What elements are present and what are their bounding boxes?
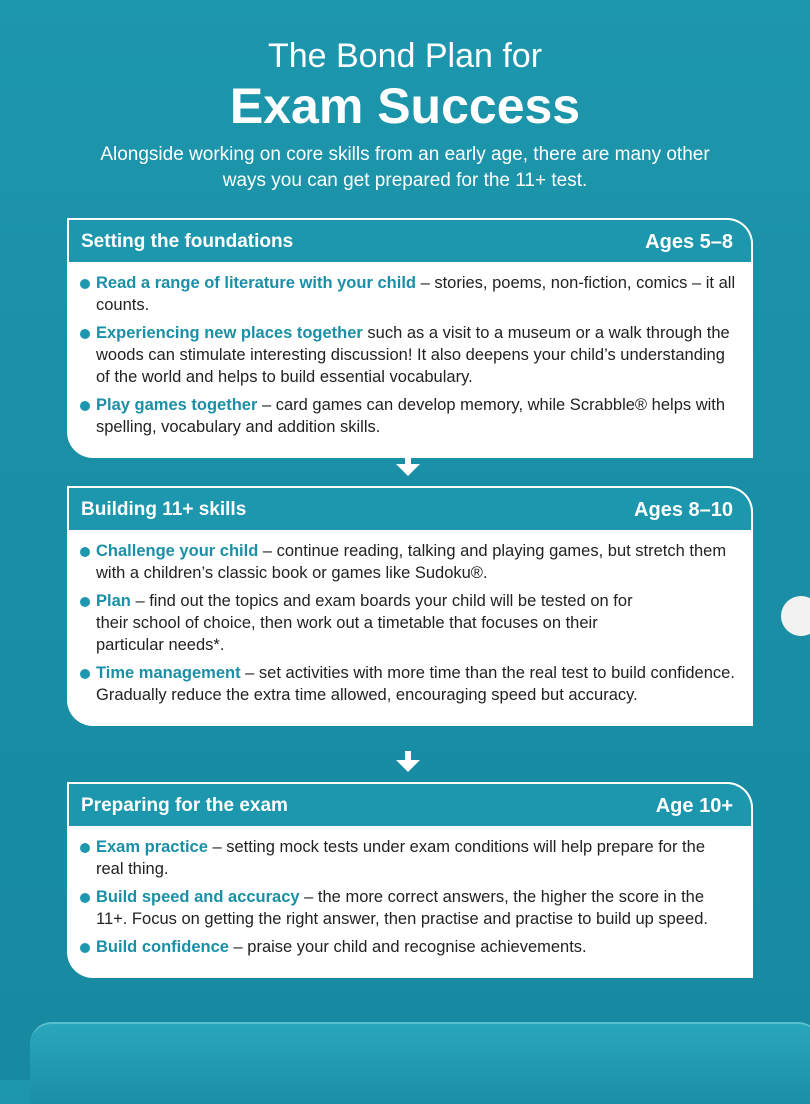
item-text: – find out the topics and exam boards your child will be tested on for their school of choice, then work out a timetable that focuses on their particular needs*. [96,592,633,654]
item-text: – continue reading, talking and playing games, but stretch them with a children’s classic book or games like Sudoku®. [96,542,727,582]
item-text: – praise your child and recognise achievements. [228,938,587,956]
list-item [79,590,737,656]
list-item [79,662,737,706]
title-line-2: Exam Success [229,78,581,134]
bullet-dot-icon [80,669,90,679]
list-item [79,322,737,388]
item-lead: Build confidence [96,938,229,956]
arrow-down-icon [395,455,421,477]
bullet-dot-icon [80,843,90,853]
item-text: – set activities with more time than the real test to build confidence. Gradually reduce the extra time allowed, encouraging speed but accuracy. [96,664,735,704]
section-body [67,530,753,726]
section-card-exam [67,782,753,978]
item-text: – the more correct answers, the higher the score in the 11+. Focus on getting the right answer, then practise and practise to build up speed. [96,888,708,928]
section-body [67,262,753,458]
list-item [79,540,737,584]
intro-text: Alongside working on core skills from an early age, there are many other ways you can get prepared for the 11+ test. [100,144,710,191]
bullet-dot-icon [80,597,90,607]
item-lead: Exam practice [96,838,208,856]
section-header [67,486,753,530]
item-lead: Challenge your child [96,542,259,560]
item-text: – setting mock tests under exam conditions will help prepare for the real thing. [96,838,705,878]
section-header [67,782,753,826]
section-age: Age 10+ [655,795,733,817]
list-item [79,936,737,958]
item-text: such as a visit to a museum or a walk through the woods can stimulate interesting discussion! It also deepens your child’s understanding of the world and helps to build essential vocabulary. [96,324,730,386]
item-text: – stories, poems, non-fiction, comics – it all counts. [96,274,736,314]
item-lead: Time management [96,664,241,682]
binder-hole [781,596,810,636]
item-lead: Plan [96,592,131,610]
section-title: Preparing for the exam [81,795,288,816]
section-card-skills [67,486,753,726]
bullet-dot-icon [80,279,90,289]
section-age: Ages 8–10 [634,499,733,521]
bullet-dot-icon [80,329,90,339]
section-age: Ages 5–8 [645,231,733,253]
bullet-dot-icon [80,943,90,953]
section-body [67,826,753,978]
list-item [79,886,737,930]
item-lead: Play games together [96,396,258,414]
bullet-dot-icon [80,547,90,557]
item-text: – card games can develop memory, while Scrabble® helps with spelling, vocabulary and addition skills. [96,396,726,436]
item-lead: Experiencing new places together [96,324,363,342]
section-header [67,218,753,262]
list-item [79,394,737,438]
bullet-dot-icon [80,893,90,903]
arrow-down-icon [395,751,421,773]
item-lead: Read a range of literature with your child [96,274,416,292]
section-title: Setting the foundations [81,231,294,252]
section-title: Building 11+ skills [81,499,247,520]
list-item [79,836,737,880]
folder-tab [30,1022,810,1104]
item-lead: Build speed and accuracy [96,888,300,906]
list-item [79,272,737,316]
title-line-1: The Bond Plan for [267,37,543,75]
bullet-dot-icon [80,401,90,411]
section-card-foundations [67,218,753,458]
